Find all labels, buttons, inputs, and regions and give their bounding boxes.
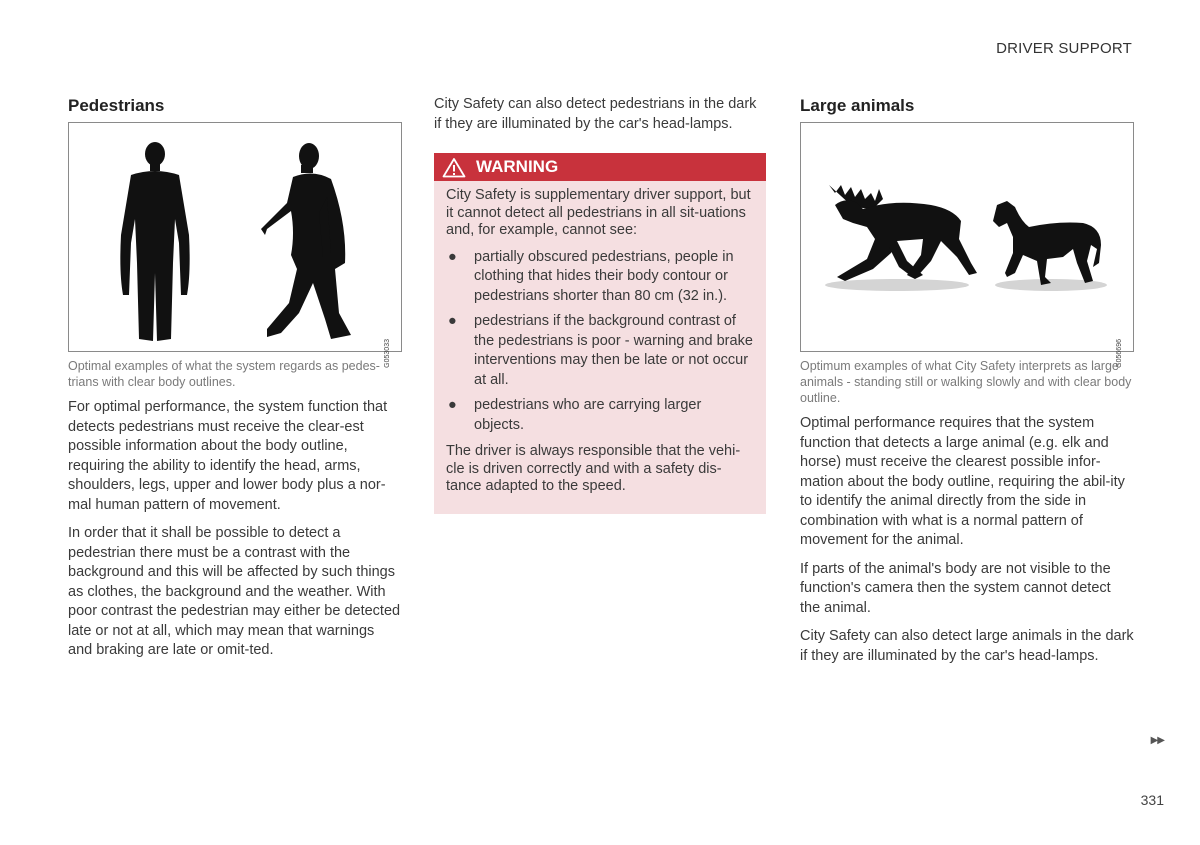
animals-heading: Large animals <box>800 96 915 115</box>
image-code: G056696 <box>1116 339 1123 368</box>
elk-silhouette <box>829 185 977 281</box>
list-item: ● pedestrians who are carrying larger objects. <box>448 397 702 433</box>
section-header: DRIVER SUPPORT <box>996 40 1132 57</box>
animals-caption: Optimum examples of what City Safety interprets as large animals - standing still or walking slowly and with clear body outline. <box>800 359 1132 405</box>
animals-illustration <box>800 122 1134 368</box>
warning-header <box>434 153 766 181</box>
warning-outro: The driver is always responsible that the vehi-cle is driven correctly and with a safety dis-tance adapted to the speed. <box>446 443 741 494</box>
warning-intro: City Safety is supplementary driver support, but it cannot detect all pedestrians in all sit-uations and, for example, cannot see: <box>446 187 751 238</box>
walking-person-silhouette <box>261 143 351 339</box>
warning-title: WARNING <box>476 157 559 176</box>
horse-silhouette <box>993 201 1101 285</box>
standing-person-silhouette <box>120 142 189 341</box>
animals-paragraph-3: City Safety can also detect large animals in the dark if they are illuminated by the car's head-lamps. <box>800 628 1134 664</box>
middle-column <box>434 95 766 514</box>
elk-shadow <box>825 279 969 291</box>
image-code: G053033 <box>384 339 391 368</box>
pedestrians-paragraph-1: For optimal performance, the system function that detects pedestrians must receive the clear-est possible information about the body outline, requiring the ability to identify the head, arms, shoulders, legs, upper and lower body plus a nor-mal human pattern of movement. <box>68 399 388 513</box>
warning-triangle-icon <box>442 157 466 178</box>
pedestrians-dark-paragraph: City Safety can also detect pedestrians in the dark if they are illuminated by the car's head-lamps. <box>434 96 757 132</box>
warning-list <box>446 248 754 436</box>
list-item: ● pedestrians if the background contrast of the pedestrians is poor - warning and brake interventions may then be late or not occur at all. <box>448 313 753 388</box>
pedestrians-paragraph-2: In order that it shall be possible to detect a pedestrian there must be a contrast with the background and this will be affected by such things as clothes, the background and the weather. With poor contrast the pedestrian may either be detected late or not at all, which may mean that warnings and braking are late or omit-ted. <box>68 525 401 658</box>
list-item: ● partially obscured pedestrians, people in clothing that hides their body contour or pedestrians shorter than 80 cm (32 in.). <box>448 248 734 304</box>
pedestrians-column <box>68 95 402 670</box>
warning-body <box>434 181 766 514</box>
pedestrians-heading: Pedestrians <box>68 96 165 115</box>
warning-box <box>434 153 766 514</box>
continue-arrows-icon: ▶▶ <box>1150 735 1164 746</box>
pedestrians-caption: Optimal examples of what the system regards as pedes-trians with clear body outlines. <box>68 359 380 389</box>
pedestrians-illustration <box>68 122 402 368</box>
animals-paragraph-1: Optimal performance requires that the system function that detects a large animal (e.g. elk and horse) must receive the clearest possible infor-mation about the body outline, requiring the abil-ity to identify the animal directly from the side in combination with what is a normal pattern of movement for the animal. <box>800 415 1125 548</box>
animals-column <box>800 95 1134 675</box>
page-number: 331 <box>1140 792 1164 808</box>
animals-paragraph-2: If parts of the animal's body are not visible to the function's camera then the system cannot detect the animal. <box>800 560 1111 616</box>
